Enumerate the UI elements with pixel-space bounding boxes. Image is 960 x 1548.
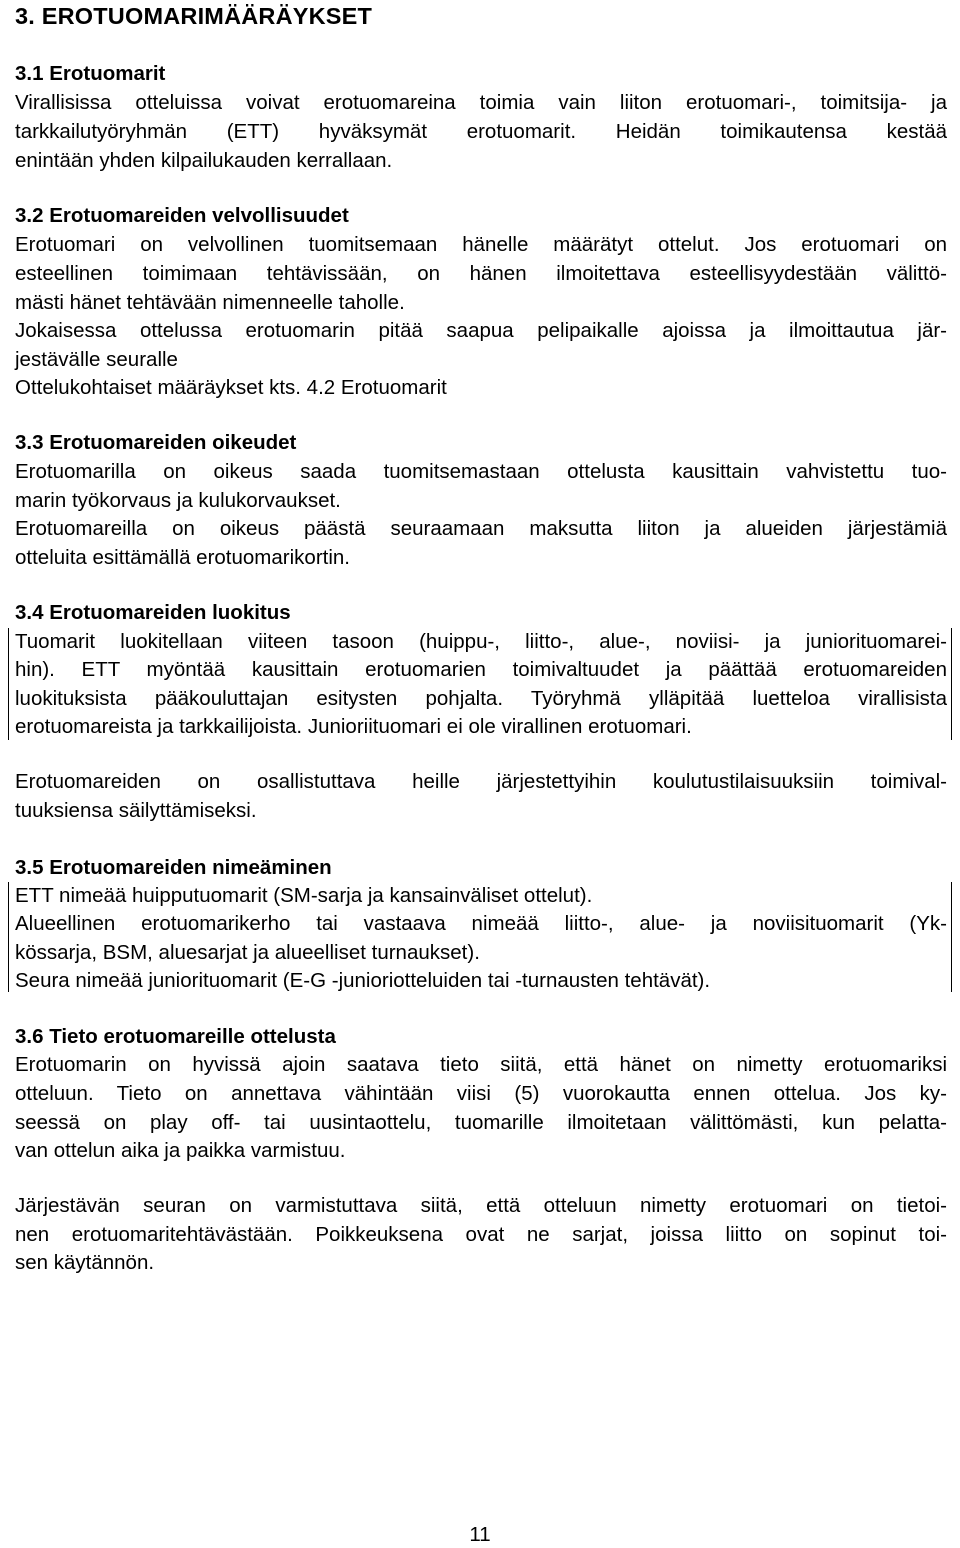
- paragraph-line: hin). ETT myöntää kausittain erotuomarien toimivaltuudet ja päättää erotuomareiden: [15, 658, 947, 681]
- page-number: 11: [469, 1523, 491, 1546]
- paragraph-line: tuuksiensa säilyttämiseksi.: [15, 799, 257, 822]
- paragraph-line: Ottelukohtaiset määräykset kts. 4.2 Erotuomarit: [15, 376, 447, 399]
- paragraph-line: Seura nimeää juniorituomarit (E-G -junioriotteluiden tai -turnausten tehtävät).: [15, 969, 711, 992]
- chapter-heading: 3. EROTUOMARIMÄÄRÄYKSET: [15, 3, 373, 29]
- change-bar-left: [8, 882, 9, 992]
- paragraph-line: Erotuomareiden on osallistuttava heille järjestettyihin koulutustilaisuuksiin toimival-: [15, 770, 947, 793]
- paragraph-line: Erotuomari on velvollinen tuomitsemaan hänelle määrätyt ottelut. Jos erotuomari on: [15, 233, 947, 256]
- change-bar-right: [951, 882, 952, 992]
- paragraph-line: jestävälle seuralle: [15, 348, 178, 371]
- paragraph-line: otteluun. Tieto on annettava vähintään viisi (5) vuorokautta ennen ottelua. Jos ky-: [15, 1082, 947, 1105]
- section-3-3-title: 3.3 Erotuomareiden oikeudet: [15, 431, 297, 454]
- paragraph-line: enintään yhden kilpailukauden kerrallaan.: [15, 149, 393, 172]
- paragraph-line: Jokaisessa ottelussa erotuomarin pitää saapua pelipaikalle ajoissa ja ilmoittautua jär-: [15, 319, 947, 342]
- paragraph-line: ETT nimeää huipputuomarit (SM-sarja ja kansainväliset ottelut).: [15, 884, 593, 907]
- paragraph-line: nen erotuomaritehtävästään. Poikkeuksena ovat ne sarjat, joissa liitto on sopinut toi-: [15, 1223, 947, 1246]
- paragraph-line: Erotuomareilla on oikeus päästä seuraamaan maksutta liiton ja alueiden järjestämiä: [15, 517, 947, 540]
- paragraph-line: otteluita esittämällä erotuomarikortin.: [15, 546, 350, 569]
- section-3-5-title: 3.5 Erotuomareiden nimeäminen: [15, 856, 332, 879]
- section-3-2-title: 3.2 Erotuomareiden velvollisuudet: [15, 204, 349, 227]
- paragraph-line: Tuomarit luokitellaan viiteen tasoon (huippu-, liitto-, alue-, noviisi- ja juniorituomarei-: [15, 630, 947, 653]
- paragraph-line: esteellinen toimimaan tehtävissään, on hänen ilmoitettava esteellisyydestään välittö-: [15, 262, 947, 285]
- paragraph-line: kössarja, BSM, aluesarjat ja alueelliset turnaukset).: [15, 941, 480, 964]
- section-3-6-title: 3.6 Tieto erotuomareille ottelusta: [15, 1025, 336, 1048]
- paragraph-line: Virallisissa otteluissa voivat erotuomareina toimia vain liiton erotuomari-, toimitsija- ja: [15, 91, 947, 114]
- paragraph-line: luokituksista pääkouluttajan esitysten pohjalta. Työryhmä ylläpitää luetteloa virallisista: [15, 687, 947, 710]
- section-3-4-title: 3.4 Erotuomareiden luokitus: [15, 601, 291, 624]
- paragraph-line: sen käytännön.: [15, 1251, 155, 1274]
- paragraph-line: Järjestävän seuran on varmistuttava siitä, että otteluun nimetty erotuomari on tietoi-: [15, 1194, 947, 1217]
- change-bar-left: [8, 628, 9, 740]
- paragraph-line: Alueellinen erotuomarikerho tai vastaava nimeää liitto-, alue- ja noviisituomarit (Yk-: [15, 912, 947, 935]
- paragraph-line: seessä on play off- tai uusintaottelu, tuomarille ilmoitetaan välittömästi, kun pelatta-: [15, 1111, 947, 1134]
- paragraph-line: mästi hänet tehtävään nimenneelle taholle.: [15, 291, 405, 314]
- paragraph-line: Erotuomarilla on oikeus saada tuomitsemastaan ottelusta kausittain vahvistettu tuo-: [15, 460, 947, 483]
- paragraph-line: van ottelun aika ja paikka varmistuu.: [15, 1139, 346, 1162]
- change-bar-right: [951, 628, 952, 740]
- paragraph-line: Erotuomarin on hyvissä ajoin saatava tieto siitä, että hänet on nimetty erotuomariksi: [15, 1053, 947, 1076]
- paragraph-line: marin työkorvaus ja kulukorvaukset.: [15, 489, 341, 512]
- paragraph-line: tarkkailutyöryhmän (ETT) hyväksymät erotuomarit. Heidän toimikautensa kestää: [15, 120, 947, 143]
- paragraph-line: erotuomareista ja tarkkailijoista. Junioriituomari ei ole virallinen erotuomari.: [15, 715, 692, 738]
- section-3-1-title: 3.1 Erotuomarit: [15, 62, 166, 85]
